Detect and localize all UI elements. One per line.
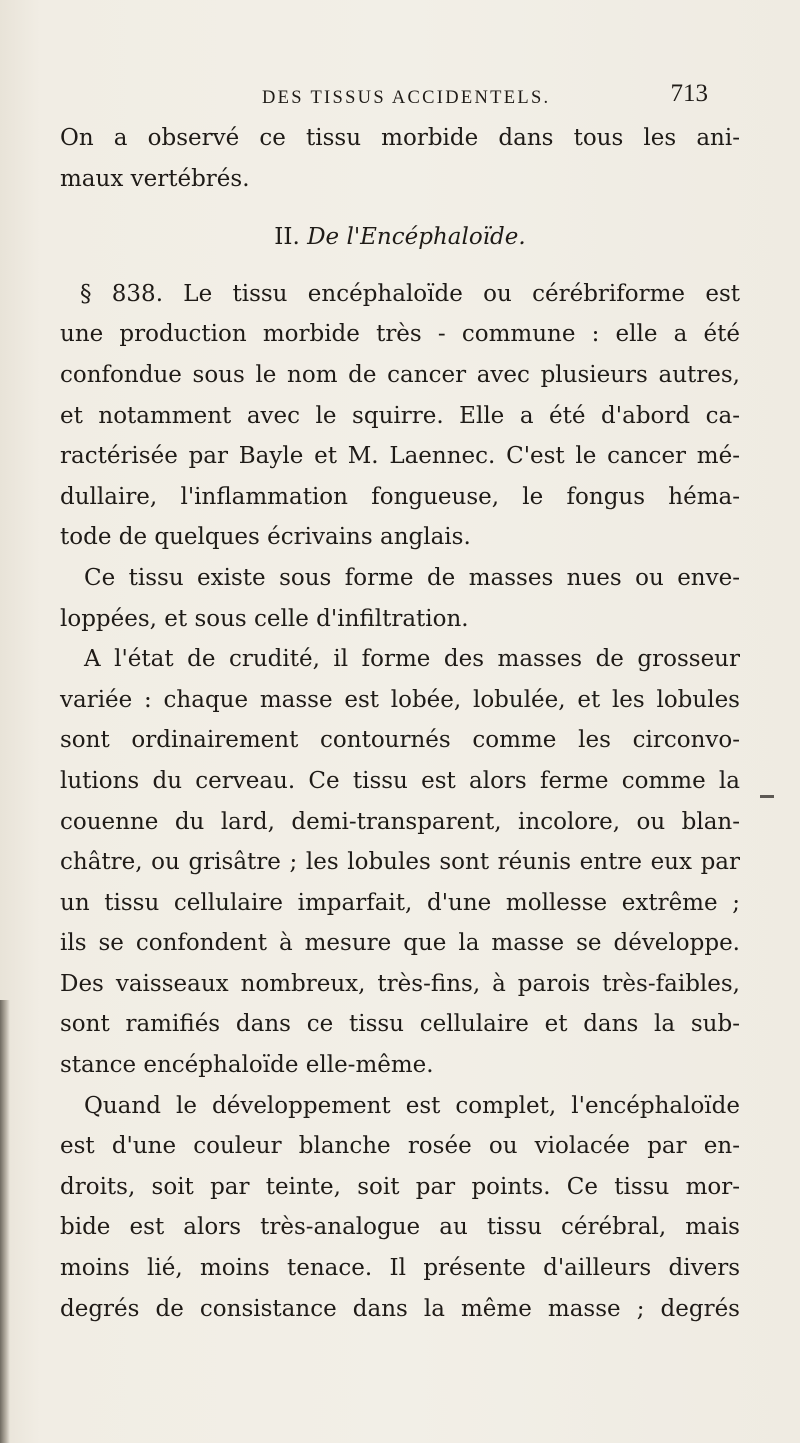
text-line: Des vaisseaux nombreux, très-fins, à parois très-faibles, [60,970,740,997]
body-text [60,118,740,1329]
text-line: moins lié, moins tenace. Il présente d'ailleurs divers [60,1255,740,1282]
text-line: châtre, ou grisâtre ; les lobules sont réunis entre eux par [60,849,740,876]
text-line: loppées, et sous celle d'infiltration. [60,605,469,632]
text-line: degrés de consistance dans la même masse ; degrés [60,1295,740,1322]
text-line: confondue sous le nom de cancer avec plusieurs autres, [60,361,740,388]
ink-mark [760,795,774,798]
running-head: DES TISSUS ACCIDENTELS. [262,88,551,108]
binding-shadow [0,1000,10,1443]
page-number: 713 [670,80,708,107]
text-line: ractérisée par Bayle et M. Laennec. C'est le cancer mé- [60,443,740,470]
text-line: et notamment avec le squirre. Elle a été d'abord ca- [60,402,740,429]
text-line: sont ramifiés dans ce tissu cellulaire et dans la sub- [60,1011,740,1038]
text-line: tode de quelques écrivains anglais. [60,524,471,551]
section-number: II. [274,224,300,251]
paragraph-crudite [60,639,740,1086]
text-line: bide est alors très-analogue au tissu cérébral, mais [60,1214,740,1241]
paragraph-838 [60,274,740,558]
text-line: est d'une couleur blanche rosée ou violacée par en- [60,1133,740,1160]
page-header [262,80,708,120]
text-line: A l'état de crudité, il forme des masses de grosseur [84,646,740,673]
text-line: un tissu cellulaire imparfait, d'une mollesse extrême ; [60,889,740,916]
text-line: lutions du cerveau. Ce tissu est alors ferme comme la [60,767,740,794]
text-line: Ce tissu existe sous forme de masses nues ou enve- [84,564,740,591]
text-line: Quand le développement est complet, l'encéphaloïde [84,1092,740,1119]
paragraph-complet [60,1086,740,1330]
text-line: couenne du lard, demi-transparent, incolore, ou blan- [60,808,740,835]
text-line: ils se confondent à mesure que la masse se développe. [60,930,740,957]
paragraph-forms [60,558,740,639]
section-heading [60,217,740,258]
text-line: On a observé ce tissu morbide dans tous les ani- [60,125,740,151]
text-line: § 838. Le tissu encéphaloïde ou cérébriforme est [80,280,740,307]
text-line: droits, soit par teinte, soit par points. Ce tissu mor- [60,1173,740,1200]
text-line: sont ordinairement contournés comme les circonvo- [60,727,740,754]
text-line: stance encéphaloïde elle-même. [60,1052,434,1079]
text-line: variée : chaque masse est lobée, lobulée, et les lobules [60,686,740,713]
text-line: maux vertébrés. [60,165,250,192]
paragraph-intro [60,118,740,199]
section-title: De l'Encéphaloïde. [307,224,526,251]
text-line: dullaire, l'inflammation fongueuse, le fongus héma- [60,483,740,510]
text-line: une production morbide très - commune : elle a été [60,321,740,348]
